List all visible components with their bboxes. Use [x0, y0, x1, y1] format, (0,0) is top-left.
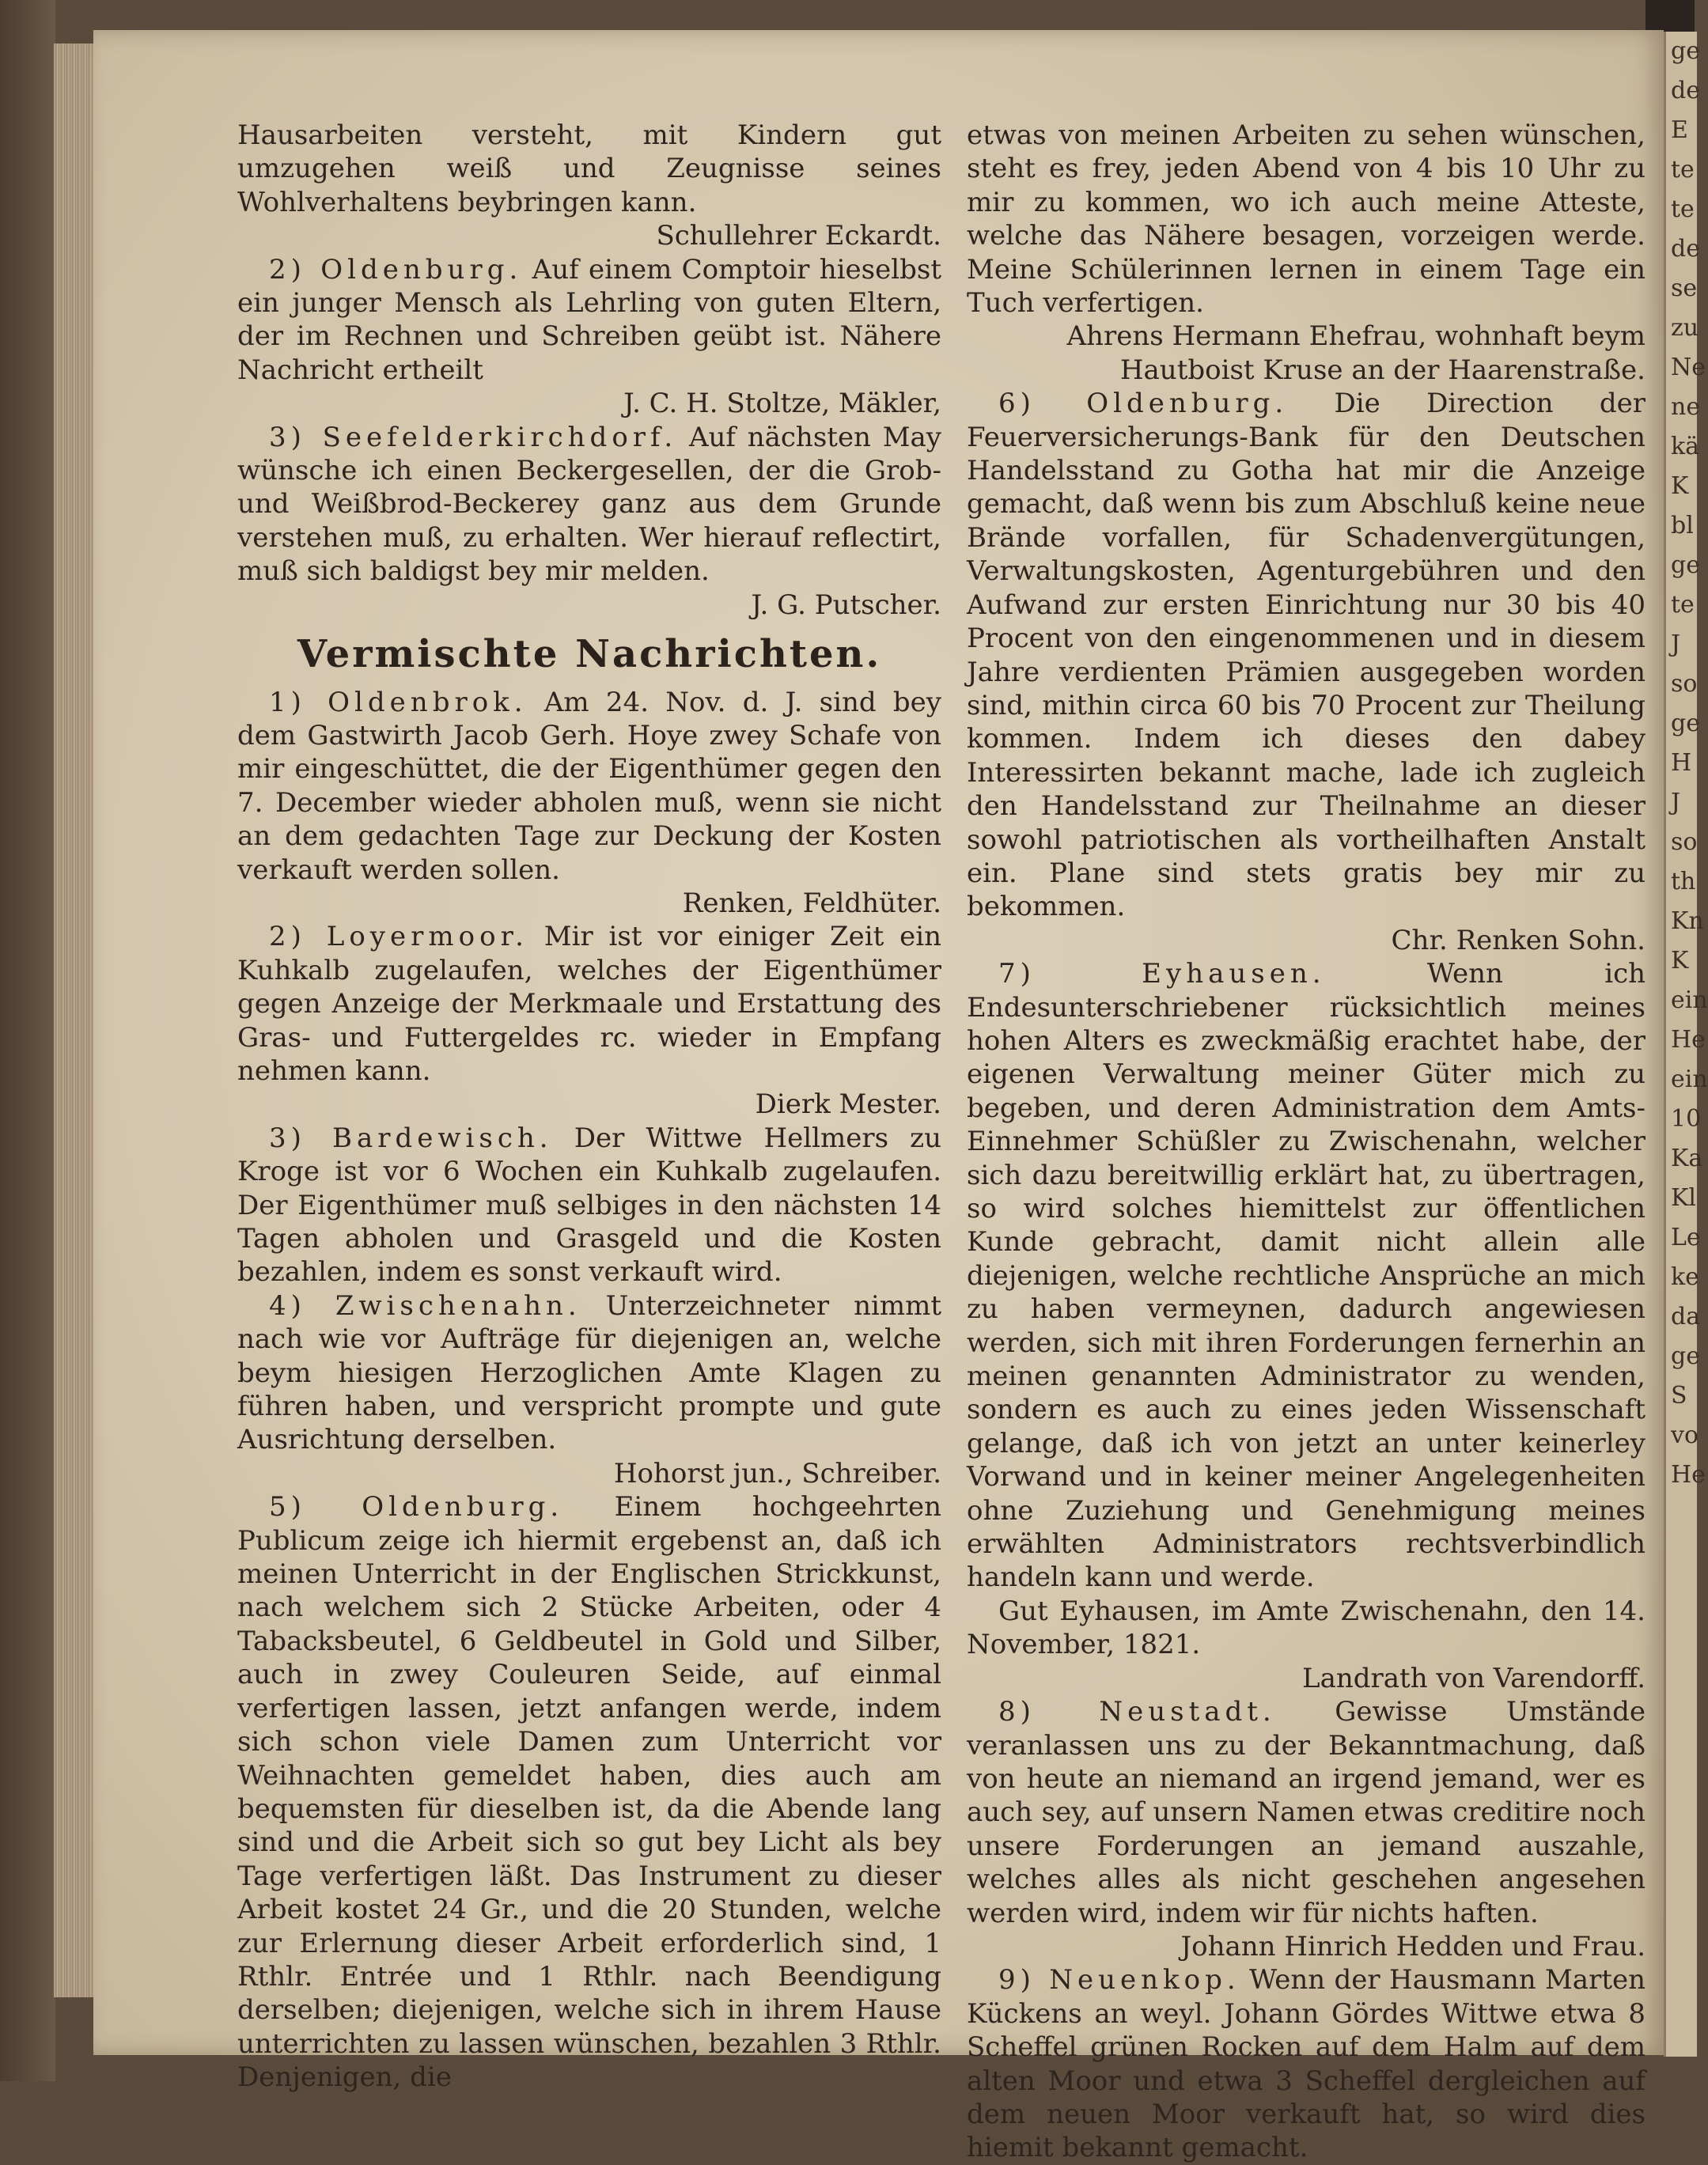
margin-fragment: ge: [1671, 710, 1700, 737]
margin-fragment: se: [1671, 274, 1698, 302]
section-heading: Vermischte Nachrichten.: [297, 632, 882, 677]
margin-fragment: vo: [1671, 1421, 1699, 1449]
margin-fragment: K: [1671, 947, 1689, 975]
margin-fragment: ne: [1671, 393, 1701, 421]
margin-fragment: J: [1671, 789, 1681, 816]
place-name: 9) Neuenkop.: [998, 1964, 1240, 1997]
margin-fragment: E: [1671, 116, 1688, 144]
margin-fragment: J: [1671, 630, 1681, 658]
paragraph-continued: etwas von meinen Arbeiten zu sehen wünschen, steht es frey, jeden Abend von 4 bis 10 Uhr zu mir zu kommen, wo ich auch meine Atteste, welche das Nähere besagen, vorzeigen werde. Meine Schülerinnen lernen in einem Tage ein Tuch verfertigen.: [967, 119, 1646, 320]
margin-fragment: He: [1671, 1026, 1706, 1054]
margin-fragment: Kl: [1671, 1184, 1697, 1212]
signature: Chr. Renken Sohn.: [1391, 924, 1646, 956]
margin-fragment: ein: [1671, 1065, 1708, 1093]
margin-fragment: ge: [1671, 37, 1700, 65]
margin-fragment: bl: [1671, 512, 1694, 539]
margin-fragment: He: [1671, 1461, 1706, 1489]
notice-oldenburg-6: 6) Oldenburg. Die Direction der Feuerversicherungs-Bank für den Deutschen Handelsstand zu Gotha hat mir die Anzeige gemacht, daß wenn bis zum Abschluß keine neue Brände vorfallen, für Schadenvergütungen, Verwaltungskosten, Agenturgebühren und den Aufwand zur ersten Einrichtung nur 30 bis 40 Procent von den eingenommenen und in diesem Jahre verdienten Prämien ausgegeben worden sind, mithin circa 60 bis 70 Procent zur Theilung kommen. Indem ich dieses den dabey Interessirten bekannt mache, lade ich zugleich den Handelsstand zur Theilnahme an dieser sowohl patriotischen als vortheilhaften Anstalt ein. Plane sind stets gratis bey mir zu bekommen.: [967, 388, 1646, 923]
margin-fragment: ge: [1671, 1342, 1700, 1370]
margin-fragment: Ne: [1671, 354, 1706, 381]
margin-fragments: [1666, 32, 1708, 1495]
place-name: 6) Oldenburg.: [998, 388, 1289, 420]
notice-seefelderkirchdorf: 3) Seefelderkirchdorf. Auf nächsten May wünsche ich einen Beckergesellen, der die Grob- und Weißbrod-Beckerey ganz aus dem Grunde verstehen muß, zu erhalten. Wer hierauf reflectirt, muß sich baldigst bey mir melden.: [237, 421, 941, 588]
margin-fragment: H: [1671, 749, 1692, 777]
signature: Renken, Feldhüter.: [682, 887, 941, 919]
margin-fragment: Ka: [1671, 1145, 1703, 1172]
place-name: 1) Oldenbrok.: [269, 686, 528, 718]
place-name: 2) Oldenburg.: [269, 253, 523, 286]
right-column: [967, 119, 1646, 2165]
notice-neuenkop: 9) Neuenkop. Wenn der Hausmann Marten Kückens an weyl. Johann Gördes Wittwe etwa 8 Scheffel grünen Rocken auf dem Halm auf dem alten Moor und etwa 3 Scheffel dergleichen auf dem neuen Moor verkauft hat, so wird dies hiemit bekannt gemacht.: [967, 1964, 1646, 2164]
dateline: Gut Eyhausen, im Amte Zwischenahn, den 14. November, 1821.: [967, 1595, 1646, 1661]
margin-fragment: te: [1671, 195, 1695, 223]
signature: Schullehrer Eckardt.: [656, 220, 941, 252]
margin-fragment: de: [1671, 77, 1700, 104]
left-column: [237, 119, 941, 2095]
margin-fragment: ke: [1671, 1263, 1699, 1291]
place-name: 3) Seefelderkirchdorf.: [269, 421, 678, 453]
margin-fragment: K: [1671, 472, 1689, 500]
place-name: 5) Oldenburg.: [269, 1491, 564, 1523]
notice-oldenburg-1: 2) Oldenburg. Auf einem Comptoir hieselbst ein junger Mensch als Lehrling von guten Eltern, der im Rechnen und Schreiben geübt ist. Nähere Nachricht ertheilt: [237, 253, 941, 386]
place-name: 4) Zwischenahn.: [269, 1289, 581, 1322]
signature: J. G. Putscher.: [751, 589, 941, 621]
signature: J. C. H. Stoltze, Mäkler,: [623, 388, 941, 420]
notice-neustadt: 8) Neustadt. Gewisse Umstände veranlassen uns zu der Bekanntmachung, daß von heute an niemand an irgend jemand, wer es auch sey, auf unsern Namen etwas creditire noch unsere Forderungen an jemand auszahle, welches alles als nicht geschehen angesehen werden wird, indem wir für nichts haften.: [967, 1696, 1646, 1929]
margin-fragment: S: [1671, 1382, 1687, 1410]
signature: Johann Hinrich Hedden und Frau.: [1180, 1930, 1646, 1963]
signature: Hohorst jun., Schreiber.: [613, 1457, 941, 1489]
notice-oldenburg-5: 5) Oldenburg. Einem hochgeehrten Publicum zeige ich hiermit ergebenst an, daß ich meinen Unterricht in der Englischen Strickkunst, nach welchem sich 2 Stücke Arbeiten, oder 4 Tabacksbeutel, 6 Geldbeutel in Gold und Silber, auch in zwey Couleuren Seide, auf einmal verfertigen lassen, jetzt anfangen werde, indem sich schon viele Damen zum Unterricht vor Weihnachten gemeldet haben, dies auch am bequemsten für dieselben ist, da die Abende lang sind und die Arbeit sich so gut bey Licht als bey Tage verfertigen läßt. Das Instrument zu dieser Arbeit kostet 24 Gr., und die 20 Stunden, welche zur Erlernung dieser Arbeit erforderlich sind, 1 Rthlr. Entrée und 1 Rthlr. nach Beendigung derselben; diejenigen, welche sich in ihrem Hause unterrichten zu lassen wünschen, bezahlen 3 Rthlr. Denjenigen, die: [237, 1491, 941, 2094]
notice-oldenbrok: 1) Oldenbrok. Am 24. Nov. d. J. sind bey dem Gastwirth Jacob Gerh. Hoye zwey Schafe von mir eingeschüttet, die der Eigenthümer gegen den 7. December wieder abholen muß, wenn sie nicht an dem gedachten Tage zur Deckung der Kosten verkauft werden sollen.: [237, 686, 941, 886]
notice-loyermoor: 2) Loyermoor. Mir ist vor einiger Zeit ein Kuhkalb zugelaufen, welches der Eigenthümer gegen Anzeige der Merkmaale und Erstattung des Gras- und Futtergeldes rc. wieder in Empfang nehmen kann.: [237, 921, 941, 1087]
margin-fragment: 10: [1671, 1105, 1702, 1133]
margin-fragment: ein: [1671, 986, 1708, 1014]
signature: Ahrens Hermann Ehefrau, wohnhaft beym Hautboist Kruse an der Haarenstraße.: [1066, 320, 1646, 386]
place-name: 3) Bardewisch.: [269, 1122, 553, 1154]
margin-fragment: te: [1671, 156, 1695, 184]
notice-zwischenahn: 4) Zwischenahn. Unterzeichneter nimmt nach wie vor Aufträge für diejenigen an, welche beym hiesigen Herzoglichen Amte Klagen zu führen haben, und verspricht prompte und gute Ausrichtung derselben.: [237, 1289, 941, 1456]
margin-fragment: de: [1671, 235, 1700, 263]
margin-fragment: Kn: [1671, 907, 1704, 935]
margin-fragment: te: [1671, 591, 1695, 619]
margin-fragment: th: [1671, 868, 1696, 895]
next-page-sliver: [1664, 32, 1708, 2057]
margin-fragment: da: [1671, 1303, 1701, 1330]
place-name: 8) Neustadt.: [998, 1696, 1276, 1728]
place-name: 2) Loyermoor.: [269, 921, 528, 953]
scan-background: [0, 0, 55, 2081]
notice-eyhausen: 7) Eyhausen. Wenn ich Endesunterschriebener rücksichtlich meines hohen Alters es zweckmäßig erachtet habe, der eigenen Verwaltung meiner Güter mich zu begeben, und deren Administration dem Amts-Einnehmer Schüßler zu Zwischenahn, welcher sich dazu bereitwillig erklärt hat, zu übertragen, so wird solches hiemittelst zur öffentlichen Kunde gebracht, damit nicht allein alle diejenigen, welche rechtliche Ansprüche an mich zu haben vermeynen, dadurch angewiesen werden, sich mit ihren Forderungen fernerhin an meinen genannten Administrator zu wenden, sondern es auch zu eines jeden Wissenschaft gelange, daß ich von jetzt an unter keinerley Vorwand und in keiner meiner Angelegenheiten ohne Zuziehung und Genehmigung meines erwählten Administrators rechtsverbindlich handeln kann und werde.: [967, 958, 1646, 1594]
notice-bardewisch: 3) Bardewisch. Der Wittwe Hellmers zu Kroge ist vor 6 Wochen ein Kuhkalb zugelaufen. Der Eigenthümer muß selbiges in den nächsten 14 Tagen abholen und Grasgeld und die Kosten bezahlen, indem es sonst verkauft wird.: [237, 1122, 941, 1289]
signature: Landrath von Varendorff.: [1302, 1662, 1646, 1694]
margin-fragment: so: [1671, 828, 1698, 856]
margin-fragment: so: [1671, 670, 1698, 698]
paragraph-continued: Hausarbeiten versteht, mit Kindern gut umzugehen weiß und Zeugnisse seines Wohlverhaltens beybringen kann.: [237, 119, 941, 218]
place-name: 7) Eyhausen.: [998, 958, 1326, 990]
margin-fragment: zu: [1671, 314, 1699, 342]
signature: Dierk Mester.: [755, 1088, 941, 1121]
margin-fragment: ge: [1671, 551, 1700, 579]
margin-fragment: Le: [1671, 1224, 1701, 1251]
margin-fragment: kä: [1671, 433, 1700, 460]
